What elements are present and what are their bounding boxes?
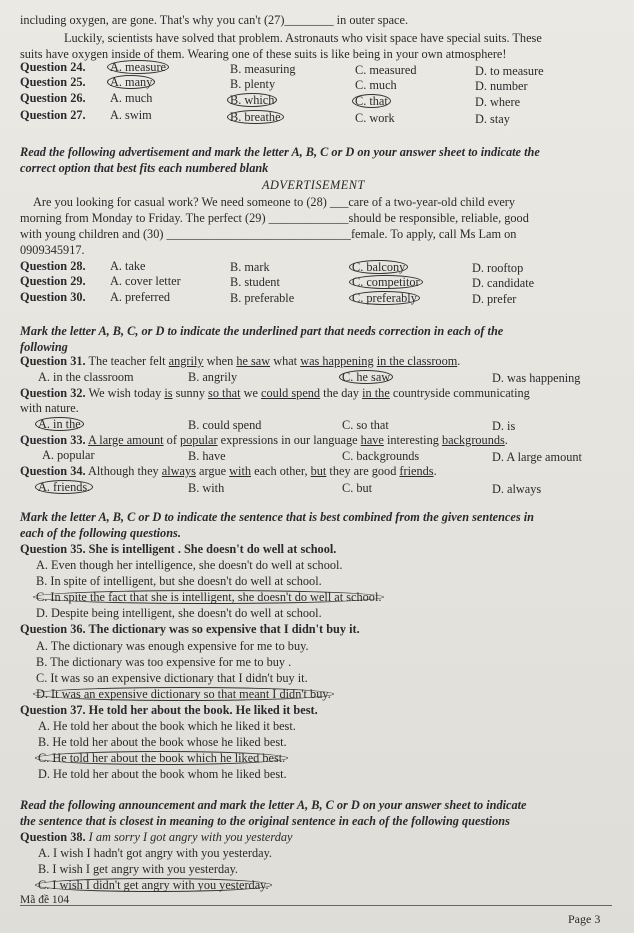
option-a-selected[interactable] <box>38 417 84 431</box>
question-label: Question 30. <box>20 290 86 304</box>
stem-text: we <box>240 386 261 400</box>
stem-text: The teacher felt <box>85 354 169 368</box>
option-b[interactable]: B. have <box>188 449 226 463</box>
option-c-selected[interactable] <box>352 291 420 305</box>
stem-text: . <box>504 433 508 447</box>
stem-text: of <box>163 433 180 447</box>
underlined-part: he saw <box>236 354 271 368</box>
stem-text: each other, <box>251 464 311 478</box>
option-c-selected[interactable] <box>38 878 272 892</box>
selected-option: B. breathe <box>227 110 284 124</box>
ad-line: 0909345917. <box>20 243 85 257</box>
option-c[interactable]: C. work <box>355 111 395 125</box>
question-stem <box>20 386 530 400</box>
passage-line: including oxygen, are gone. That's why you can't (27)________ in outer space. <box>20 13 409 27</box>
passage-line: Luckily, scientists have solved that problem. Astronauts who visit space have special suits. These <box>64 31 542 45</box>
option-c-selected[interactable] <box>36 590 384 604</box>
underlined-part: but <box>310 464 327 478</box>
option-a[interactable]: A. The dictionary was enough expensive for me to buy. <box>36 639 309 653</box>
section-instruction: Read the following advertisement and mark the letter A, B, C or D on your answer sheet to indicate the <box>20 145 540 159</box>
selected-option: A. friends. <box>35 480 93 494</box>
option-a[interactable]: A. in the classroom <box>38 370 134 384</box>
option-a[interactable]: A. popular <box>42 448 95 462</box>
option-c-selected[interactable] <box>352 275 423 289</box>
section-instruction: correct option that best fits each numbered blank <box>20 161 269 175</box>
underlined-part: A large amount <box>88 433 164 447</box>
option-c[interactable]: C. but <box>342 481 373 495</box>
question-label: Question 26. <box>20 91 86 105</box>
question-stem <box>20 433 508 447</box>
stem-text: countryside communicating <box>389 386 530 400</box>
option-d[interactable]: D. to measure <box>475 64 544 78</box>
stem-text: what <box>270 354 301 368</box>
question-label: Question 28. <box>20 259 86 273</box>
stem-text: We wish today <box>85 386 165 400</box>
option-a-selected[interactable] <box>38 480 93 494</box>
section-instruction: each of the following questions. <box>20 526 181 540</box>
option-d[interactable]: D. He told her about the book whom he liked best. <box>38 767 287 781</box>
option-d[interactable]: D. where <box>475 95 521 109</box>
option-b[interactable]: B. I wish I get angry with you yesterday. <box>38 862 239 876</box>
option-b[interactable]: B. could spend <box>188 418 262 432</box>
question-label: Question 31. <box>20 354 86 368</box>
option-d[interactable]: D. candidate <box>472 276 535 290</box>
section-instruction: Read the following announcement and mark the letter A, B, C or D on your answer sheet to indicate <box>20 798 527 812</box>
option-b[interactable]: B. preferable <box>230 291 295 305</box>
section-instruction: Mark the letter A, B, C or D to indicate the sentence that is best combined from the given sentences in <box>20 510 534 524</box>
option-a[interactable]: A. Even though her intelligence, she doesn't do well at school. <box>36 558 343 572</box>
underlined-part: angrily <box>168 354 204 368</box>
option-c-selected[interactable] <box>342 370 393 384</box>
question-stem: Question 35. She is intelligent . She doesn't do well at school. <box>20 542 337 556</box>
option-a[interactable]: A. cover letter <box>110 274 181 288</box>
section-instruction: following <box>20 340 68 354</box>
question-label: Question 29. <box>20 274 86 288</box>
passage-line: suits have oxygen inside of them. Wearing one of these suits is like being in your own atmosphere! <box>20 47 507 61</box>
stem-text: argue <box>195 464 230 478</box>
selected-option: C. competitor <box>349 275 423 289</box>
stem-text: I am sorry I got angry with you yesterday <box>85 830 293 844</box>
stem-text: Although they <box>85 464 162 478</box>
option-c[interactable]: C. backgrounds <box>342 449 420 463</box>
selected-option: C. that <box>352 94 391 108</box>
option-d[interactable]: D. always <box>492 482 542 496</box>
ad-line: with young children and (30) ______________________________female. To apply, call Ms Lam on <box>20 227 517 241</box>
option-d[interactable]: D. Despite being intelligent, she doesn't do well at school. <box>36 606 322 620</box>
option-a[interactable]: A. much <box>110 91 153 105</box>
option-d[interactable]: D. prefer <box>472 292 517 306</box>
underlined-part: was happening <box>300 354 374 368</box>
option-b[interactable]: B. In spite of intelligent, but she doesn't do well at school. <box>36 574 322 588</box>
selected-option: B. which <box>227 93 277 107</box>
option-c[interactable]: C. measured <box>355 63 417 77</box>
option-d[interactable]: D. A large amount <box>492 450 582 464</box>
stem-text: when <box>203 354 237 368</box>
ad-line: morning from Monday to Friday. The perfect (29) _____________should be responsible, reliable, good <box>20 211 529 225</box>
option-c-selected[interactable] <box>355 94 391 108</box>
question-label: Question 27. <box>20 108 86 122</box>
page-number: Page 3 <box>568 912 601 926</box>
underlined-part: could spend <box>261 386 321 400</box>
underlined-part: is <box>164 386 173 400</box>
option-a[interactable]: A. swim <box>110 108 152 122</box>
option-a-selected[interactable] <box>110 75 155 89</box>
selected-option: C. He told her about the book which he liked best. <box>35 751 288 765</box>
ad-line: Are you looking for casual work? We need someone to (28) ___care of a two-year-old child every <box>33 195 516 209</box>
option-a-selected[interactable] <box>110 60 169 74</box>
option-b[interactable]: B. measuring <box>230 62 296 76</box>
option-b[interactable]: B. plenty <box>230 77 276 91</box>
selected-option: C. preferably <box>349 291 420 305</box>
option-d[interactable]: D. is <box>492 419 516 433</box>
question-label: Question 25. <box>20 75 86 89</box>
selected-option: A. in the <box>35 417 84 431</box>
underlined-part: popular <box>180 433 218 447</box>
section-instruction: Mark the letter A, B, C, or D to indicate the underlined part that needs correction in each of the <box>20 324 504 338</box>
underlined-part: backgrounds <box>441 433 505 447</box>
exam-code: Mã đề 104 <box>20 894 70 906</box>
stem-text: the day <box>320 386 363 400</box>
selected-option: C. In spite the fact that she is intelligent, she doesn't do well at school. <box>33 590 384 604</box>
option-b-selected[interactable] <box>230 93 277 107</box>
selected-option: A. many <box>107 75 155 89</box>
option-b[interactable]: B. with <box>188 481 225 495</box>
option-b[interactable]: B. mark <box>230 260 270 274</box>
underlined-part: in the <box>362 386 390 400</box>
option-b[interactable]: B. The dictionary was too expensive for me to buy . <box>36 655 292 669</box>
option-b-selected[interactable] <box>230 110 284 124</box>
option-b[interactable]: B. angrily <box>188 370 238 384</box>
option-c[interactable]: C. so that <box>342 418 389 432</box>
question-label: Question 32. <box>20 386 86 400</box>
underlined-part: have <box>360 433 384 447</box>
option-c-selected[interactable] <box>352 260 408 274</box>
option-a[interactable]: A. preferred <box>110 290 171 304</box>
stem-text: . <box>433 464 437 478</box>
stem-text: expressions in our language <box>217 433 361 447</box>
selected-option: A. measure <box>107 60 169 74</box>
option-c-selected[interactable] <box>38 751 288 765</box>
question-label: Question 33. <box>20 433 86 447</box>
question-stem <box>20 354 460 368</box>
selected-option: C. he saw <box>339 370 393 384</box>
question-stem: Question 36. The dictionary was so expensive that I didn't buy it. <box>20 622 360 636</box>
footer-divider <box>20 905 612 906</box>
selected-option: C. balcony <box>349 260 408 274</box>
option-c[interactable]: C. It was so an expensive dictionary that I didn't buy it. <box>36 671 308 685</box>
ad-heading: ADVERTISEMENT <box>262 178 365 192</box>
option-d[interactable]: D. rooftop <box>472 261 524 275</box>
option-a[interactable]: A. I wish I hadn't got angry with you yesterday. <box>38 846 272 860</box>
question-label: Question 24. <box>20 60 86 74</box>
section-instruction: the sentence that is closest in meaning to the original sentence in each of the following questions <box>20 814 510 828</box>
stem-text: with nature. <box>20 401 79 415</box>
question-stem <box>20 830 292 844</box>
underlined-part: so that <box>208 386 241 400</box>
option-d[interactable]: D. number <box>475 79 528 93</box>
option-d[interactable]: D. was happening <box>492 371 581 385</box>
stem-text: sunny <box>172 386 209 400</box>
underlined-part: with <box>229 464 252 478</box>
question-stem: Question 37. He told her about the book. He liked it best. <box>20 703 318 717</box>
option-b[interactable]: B. He told her about the book whose he liked best. <box>38 735 287 749</box>
underlined-part: in the classroom <box>376 354 458 368</box>
option-a[interactable]: A. He told her about the book which he liked it best. <box>38 719 296 733</box>
selected-option: C. I wish I didn't get angry with you yesterday. <box>35 878 272 892</box>
option-a[interactable]: A. take <box>110 259 146 273</box>
stem-text: . <box>457 354 461 368</box>
stem-text: they are good <box>326 464 400 478</box>
underlined-part: always <box>161 464 196 478</box>
question-label: Question 34. <box>20 464 86 478</box>
option-d[interactable]: D. stay <box>475 112 510 126</box>
option-d-selected[interactable] <box>36 687 334 701</box>
underlined-part: friends <box>399 464 434 478</box>
stem-text: interesting <box>383 433 442 447</box>
option-b[interactable]: B. student <box>230 275 280 289</box>
selected-option: D. It was an expensive dictionary so that meant I didn't buy. <box>33 687 334 701</box>
option-c[interactable]: C. much <box>355 78 397 92</box>
question-stem <box>20 464 437 478</box>
question-label: Question 38. <box>20 830 86 844</box>
